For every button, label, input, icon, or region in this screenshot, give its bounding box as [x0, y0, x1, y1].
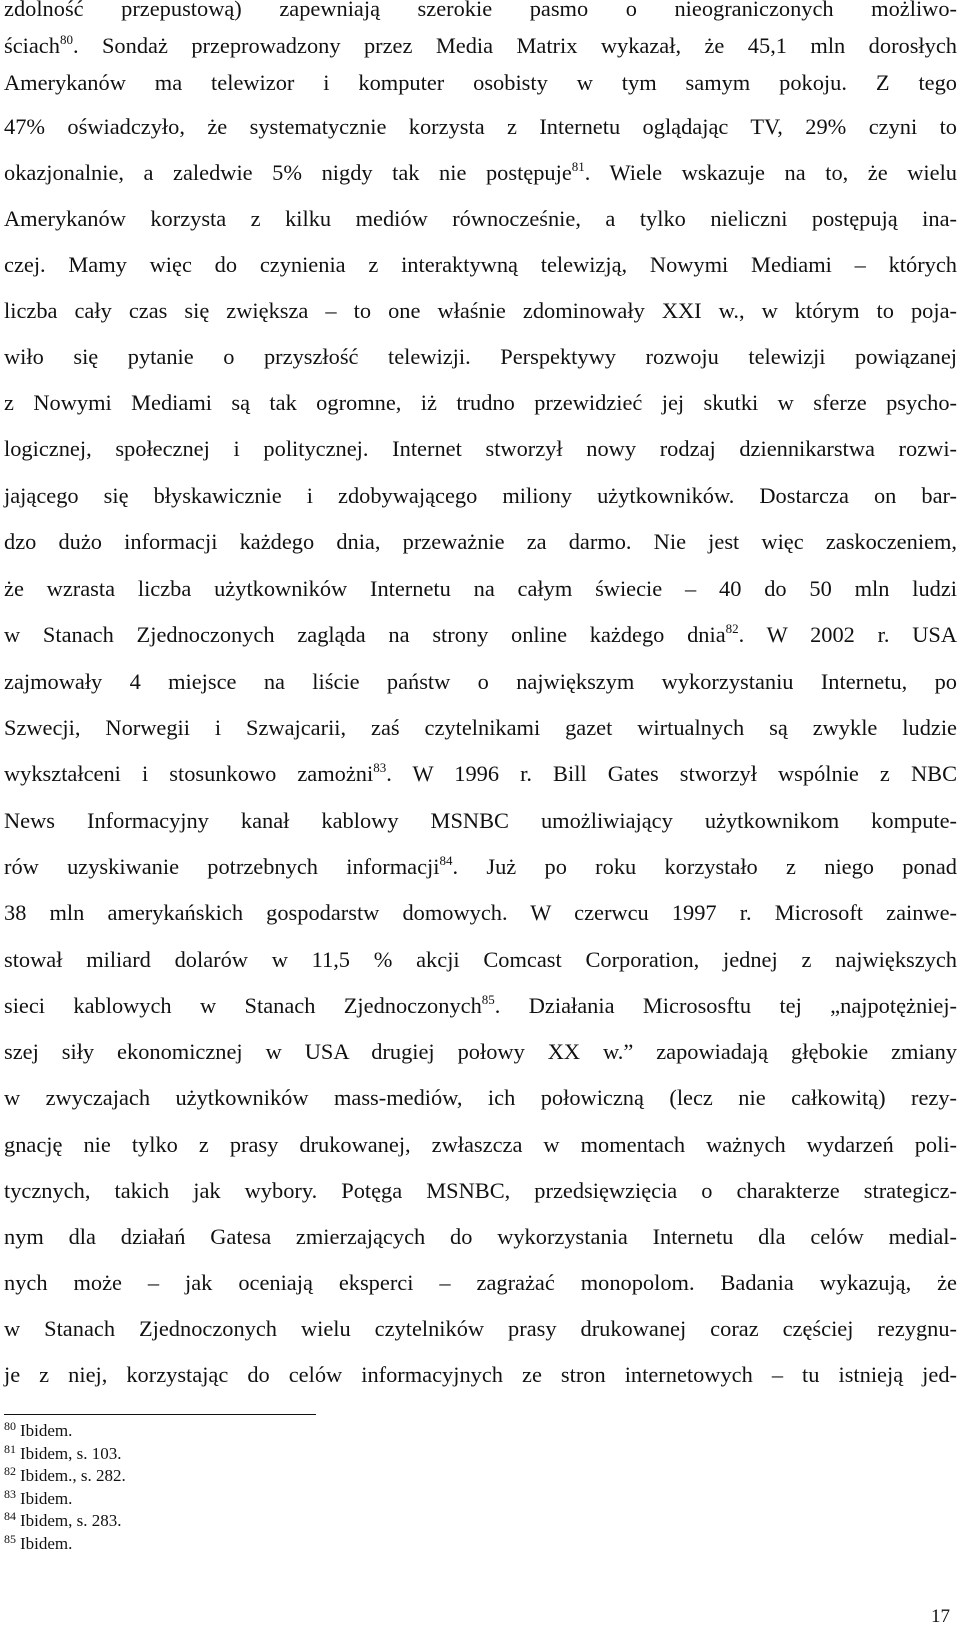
text-segment: . Już po roku korzystało z niego ponad	[452, 854, 957, 879]
text-segment: . W 1996 r. Bill Gates stworzył wspólnie z NBC	[386, 761, 957, 786]
text-segment: . W 2002 r. USA	[738, 622, 957, 647]
text-segment: liczba cały czas się zwiększa – to one właśnie zdominowały XXI w., w którym to poja-	[4, 298, 957, 323]
text-line	[4, 150, 957, 196]
text-segment: z Nowymi Mediami są tak ogromne, iż trudno przewidzieć jej skutki w sferze psycho-	[4, 390, 957, 415]
text-line	[4, 1168, 957, 1214]
text-segment: Szwecji, Norwegii i Szwajcarii, zaś czytelnikami gazet wirtualnych są zwykle ludzie	[4, 715, 957, 740]
text-segment: rów uzyskiwanie potrzebnych informacji	[4, 854, 440, 879]
text-segment: . Działania Micrososftu tej „najpotężniej-	[494, 993, 957, 1018]
footnote-ref: 82	[725, 621, 739, 636]
text-line	[4, 426, 957, 472]
footnote-ref: 80	[59, 32, 73, 47]
text-segment: stował miliard dolarów w 11,5 % akcji Comcast Corporation, jednej z największych	[4, 947, 957, 972]
text-segment: zdolność przepustową) zapewniają szerokie pasmo o nieograniczonych możliwo-	[4, 0, 957, 21]
text-segment: ściach	[4, 33, 60, 58]
footnote	[4, 1420, 72, 1442]
text-line	[4, 60, 957, 106]
footnote	[4, 1533, 72, 1555]
text-line	[4, 1122, 957, 1168]
text-segment: sieci kablowych w Stanach Zjednoczonych	[4, 993, 482, 1018]
text-line	[4, 288, 957, 334]
text-line	[4, 473, 957, 519]
footnote-text: Ibidem.	[20, 1421, 73, 1440]
text-segment: dzo dużo informacji każdego dnia, przeważnie za darmo. Nie jest więc zaskoczeniem,	[4, 529, 957, 554]
footnote-text: Ibidem.	[20, 1533, 73, 1553]
text-line	[4, 566, 957, 612]
footnote-text: Ibidem., s. 282.	[20, 1466, 126, 1485]
text-segment: 38 mln amerykańskich gospodarstw domowych. W czerwcu 1997 r. Microsoft zainwe-	[4, 900, 957, 925]
text-segment: wiło się pytanie o przyszłość telewizji. Perspektywy rozwoju telewizji powiązanej	[4, 344, 957, 369]
page-number: 17	[931, 1606, 950, 1627]
footnote-separator	[4, 1414, 316, 1415]
text-line	[4, 1029, 957, 1075]
text-line	[4, 1214, 957, 1260]
text-segment: Amerykanów korzysta z kilku mediów równocześnie, a tylko nieliczni postępują ina-	[4, 206, 957, 231]
text-segment: gnację nie tylko z prasy drukowanej, zwłaszcza w momentach ważnych wydarzeń poli-	[4, 1132, 957, 1157]
footnote-ref: 85	[481, 992, 495, 1007]
text-segment: Amerykanów ma telewizor i komputer osobisty w tym samym pokoju. Z tego	[4, 70, 957, 95]
text-segment: w Stanach Zjednoczonych wielu czytelników prasy drukowanej coraz częściej rezygnu-	[4, 1316, 957, 1341]
text-line	[4, 751, 957, 797]
text-line	[4, 196, 957, 242]
footnote-number: 84	[4, 1509, 16, 1523]
text-segment: . Wiele wskazuje na to, że wielu	[584, 160, 957, 185]
footnote	[4, 1510, 122, 1532]
text-line	[4, 242, 957, 288]
text-segment: News Informacyjny kanał kablowy MSNBC umożliwiający użytkownikom kompute-	[4, 808, 957, 833]
text-segment: je z niej, korzystając do celów informacyjnych ze stron internetowych – tu istnieją jed-	[4, 1362, 957, 1387]
text-line	[4, 1260, 957, 1306]
footnote	[4, 1465, 126, 1487]
text-line	[4, 659, 957, 705]
footnote-ref: 81	[571, 159, 585, 174]
text-segment: zajmowały 4 miejsce na liście państw o największym wykorzystaniu Internetu, po	[4, 669, 957, 694]
footnote	[4, 1488, 72, 1510]
text-segment: jającego się błyskawicznie i zdobywającego miliony użytkowników. Dostarcza on bar-	[4, 483, 957, 508]
text-segment: w Stanach Zjednoczonych zagląda na strony online każdego dnia	[4, 622, 726, 647]
footnote-text: Ibidem.	[20, 1488, 73, 1508]
text-line	[4, 983, 957, 1029]
text-line	[4, 890, 957, 936]
text-line	[4, 1075, 957, 1121]
text-line	[4, 1306, 957, 1352]
text-line	[4, 844, 957, 890]
text-line	[4, 937, 957, 983]
text-segment: szej siły ekonomicznej w USA drugiej połowy XX w.” zapowiadają głębokie zmiany	[4, 1039, 957, 1064]
footnote-number: 80	[4, 1419, 16, 1433]
text-line	[4, 334, 957, 380]
text-segment: że wzrasta liczba użytkowników Internetu na całym świecie – 40 do 50 mln ludzi	[4, 576, 957, 601]
text-line	[4, 519, 957, 565]
footnote-ref: 84	[439, 853, 453, 868]
footnote-text: Ibidem, s. 103.	[20, 1443, 122, 1463]
text-segment: czej. Mamy więc do czynienia z interaktywną telewizją, Nowymi Mediami – których	[4, 252, 957, 277]
text-line	[4, 705, 957, 751]
text-line	[4, 798, 957, 844]
text-segment: logicznej, społecznej i politycznej. Internet stworzył nowy rodzaj dziennikarstwa rozwi-	[4, 436, 957, 461]
footnote-number: 83	[4, 1486, 16, 1501]
text-line	[4, 612, 957, 658]
text-segment: 47% oświadczyło, że systematycznie korzysta z Internetu oglądając TV, 29% czyni to	[4, 114, 957, 139]
text-line	[4, 104, 957, 150]
text-segment: w zwyczajach użytkowników mass-mediów, ich połowiczną (lecz nie całkowitą) rezy-	[4, 1085, 957, 1110]
footnote-text: Ibidem, s. 283.	[20, 1511, 122, 1530]
text-segment: okazjonalnie, a zaledwie 5% nigdy tak nie postępuje	[4, 160, 572, 185]
text-segment: nych może – jak oceniają eksperci – zagrażać monopolom. Badania wykazują, że	[4, 1270, 957, 1295]
footnote-ref: 83	[373, 760, 387, 775]
footnote	[4, 1443, 122, 1465]
footnote-number: 81	[4, 1441, 16, 1456]
text-line	[4, 380, 957, 426]
text-segment: tycznych, takich jak wybory. Potęga MSNBC, przedsięwzięcia o charakterze strategicz-	[4, 1178, 957, 1203]
text-segment: nym dla działań Gatesa zmierzających do wykorzystania Internetu dla celów medial-	[4, 1224, 957, 1249]
text-segment: wykształceni i stosunkowo zamożni	[4, 761, 374, 786]
text-segment: . Sondaż przeprowadzony przez Media Matrix wykazał, że 45,1 mln dorosłych	[72, 33, 957, 58]
text-line	[4, 1352, 957, 1398]
footnote-number: 85	[4, 1531, 16, 1546]
footnote-number: 82	[4, 1464, 16, 1478]
